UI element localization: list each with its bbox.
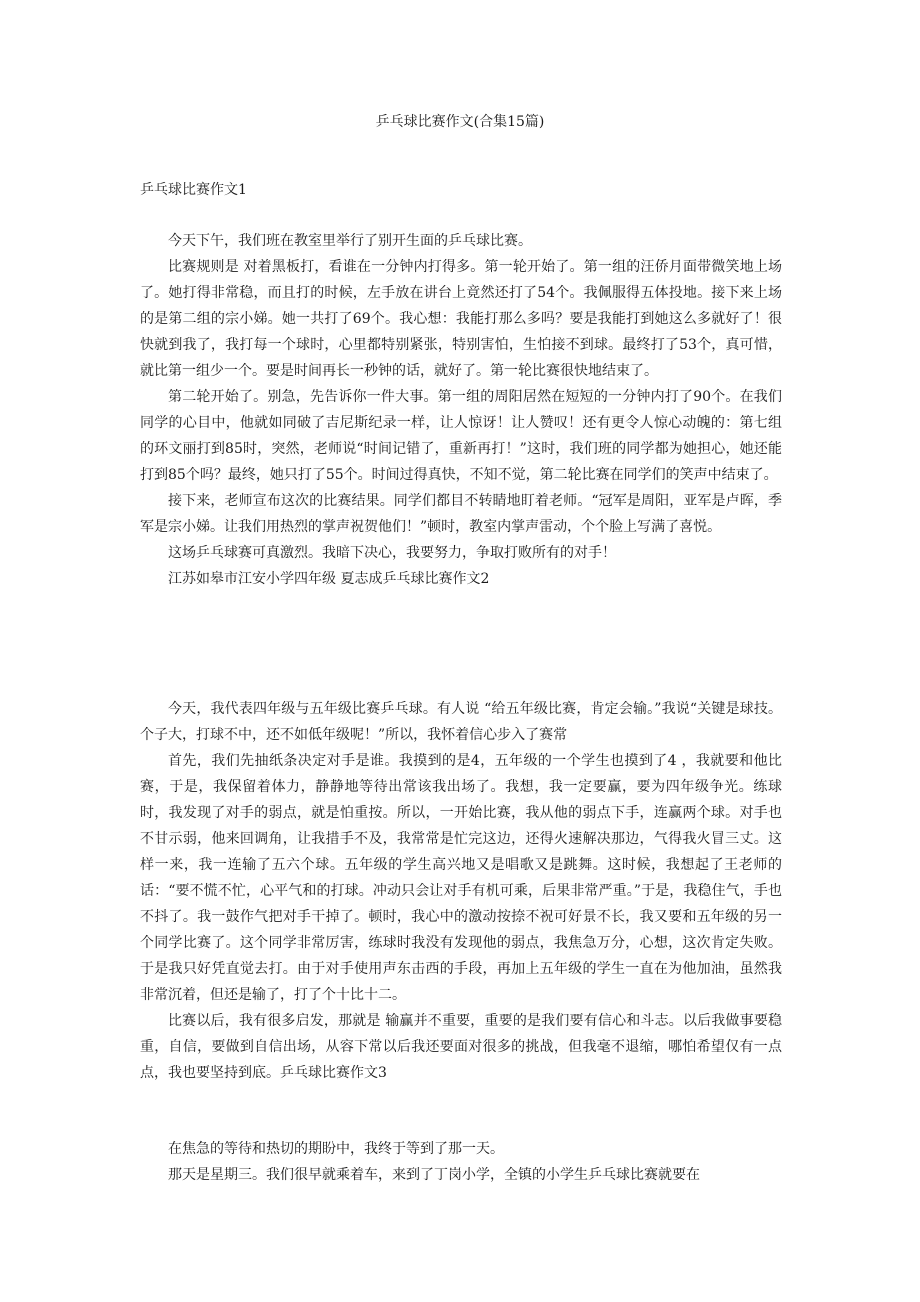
essay-1-heading: 乒乓球比赛作文1 bbox=[140, 182, 247, 198]
essay-1-author-line: 江苏如皋市江安小学四年级 夏志成乒乓球比赛作文2 bbox=[168, 571, 490, 587]
essay-3-body bbox=[140, 1136, 782, 1188]
essay-1-paragraph-4: 接下来，老师宣布这次的比赛结果。同学们都目不转睛地盯着老师。“冠军是周阳，亚军是卢晖，季军是宗小娣。让我们用热烈的掌声祝贺他们！”顿时，教室内掌声雷动，个个脸上写满了喜悦。 bbox=[140, 493, 782, 535]
essay-3-paragraph-1: 在焦急的等待和热切的期盼中，我终于等到了那一天。 bbox=[168, 1141, 504, 1157]
essay-2-body bbox=[140, 696, 782, 1086]
essay-2-paragraph-3: 比赛以后，我有很多启发，那就是 输赢并不重要，重要的是我们要有信心和斗志。以后我做事要稳重，自信，要做到自信出场，从容下常以后我还要面对很多的挑战，但我毫不退缩，哪怕希望仅有一点点，我也要坚持到底。乒乓球比赛作文3 bbox=[140, 1013, 782, 1081]
essay-2-paragraph-1: 今天，我代表四年级与五年级比赛乒乓球。有人说 “给五年级比赛，肯定会输。”我说“关键是球技。个子大，打球不中，还不如低年级呢！”所以，我怀着信心步入了赛常 bbox=[140, 701, 782, 743]
essay-1-paragraph-2: 比赛规则是 对着黑板打，看谁在一分钟内打得多。第一轮开始了。第一组的汪侨月面带微笑地上场了。她打得非常稳，而且打的时候，左手放在讲台上竟然还打了54个。我佩服得五体投地。接下来上场的是第二组的宗小娣。她一共打了69个。我心想：我能打那么多吗？要是我能打到她这么多就好了！很快就到我了，我打每一个球时，心里都特别紧张，特别害怕，生怕接不到球。最终打了53个，真可惜，就比第一组少一个。要是时间再长一秒钟的话，就好了。第一轮比赛很快地结束了。 bbox=[140, 259, 782, 379]
essay-1-paragraph-1: 今天下午，我们班在教室里举行了别开生面的乒乓球比赛。 bbox=[168, 233, 532, 249]
essay-2-paragraph-2: 首先，我们先抽纸条决定对手是谁。我摸到的是4，五年级的一个学生也摸到了4 ，我就要和他比赛，于是，我保留着体力，静静地等待出常该我出场了。我想，我一定要赢，要为四年级争光。练球时，我发现了对手的弱点，就是怕重按。所以，一开始比赛，我从他的弱点下手，连赢两个球。对手也不甘示弱，他来回调角，让我措手不及，我常常是忙完这边，还得火速解决那边，气得我火冒三丈。这样一来，我一连输了五六个球。五年级的学生高兴地又是唱歌又是跳舞。这时候，我想起了王老师的话：“要不慌不忙，心平气和的打球。冲动只会让对手有机可乘，后果非常严重。”于是，我稳住气，手也不抖了。我一鼓作气把对手干掉了。顿时，我心中的激动按捺不祝可好景不长，我又要和五年级的另一个同学比赛了。这个同学非常厉害，练球时我没有发现他的弱点，我焦急万分，心想，这次肯定失败。于是我只好凭直觉去打。由于对手使用声东击西的手段，再加上五年级的学生一直在为他加油，虽然我非常沉着，但还是输了，打了个十比十二。 bbox=[140, 753, 782, 1003]
essay-1-body bbox=[140, 228, 782, 592]
essay-1-paragraph-5: 这场乒乓球赛可真激烈。我暗下决心，我要努力，争取打败所有的对手！ bbox=[168, 545, 616, 561]
essay-3-paragraph-2: 那天是星期三。我们很早就乘着车，来到了丁岗小学，全镇的小学生乒乓球比赛就要在 bbox=[168, 1167, 700, 1183]
essay-1-paragraph-3: 第二轮开始了。别急，先告诉你一件大事。第一组的周阳居然在短短的一分钟内打了90个。在我们同学的心目中，他就如同破了吉尼斯纪录一样，让人惊讶！让人赞叹！还有更令人惊心动魄的：第七组的环文丽打到85时，突然，老师说“时间记错了，重新再打！”这时，我们班的同学都为她担心，她还能打到85个吗？最终，她只打了55个。时间过得真快，不知不觉，第二轮比赛在同学们的笑声中结束了。 bbox=[140, 389, 782, 483]
document-title: 乒乓球比赛作文(合集15篇) bbox=[375, 114, 545, 130]
